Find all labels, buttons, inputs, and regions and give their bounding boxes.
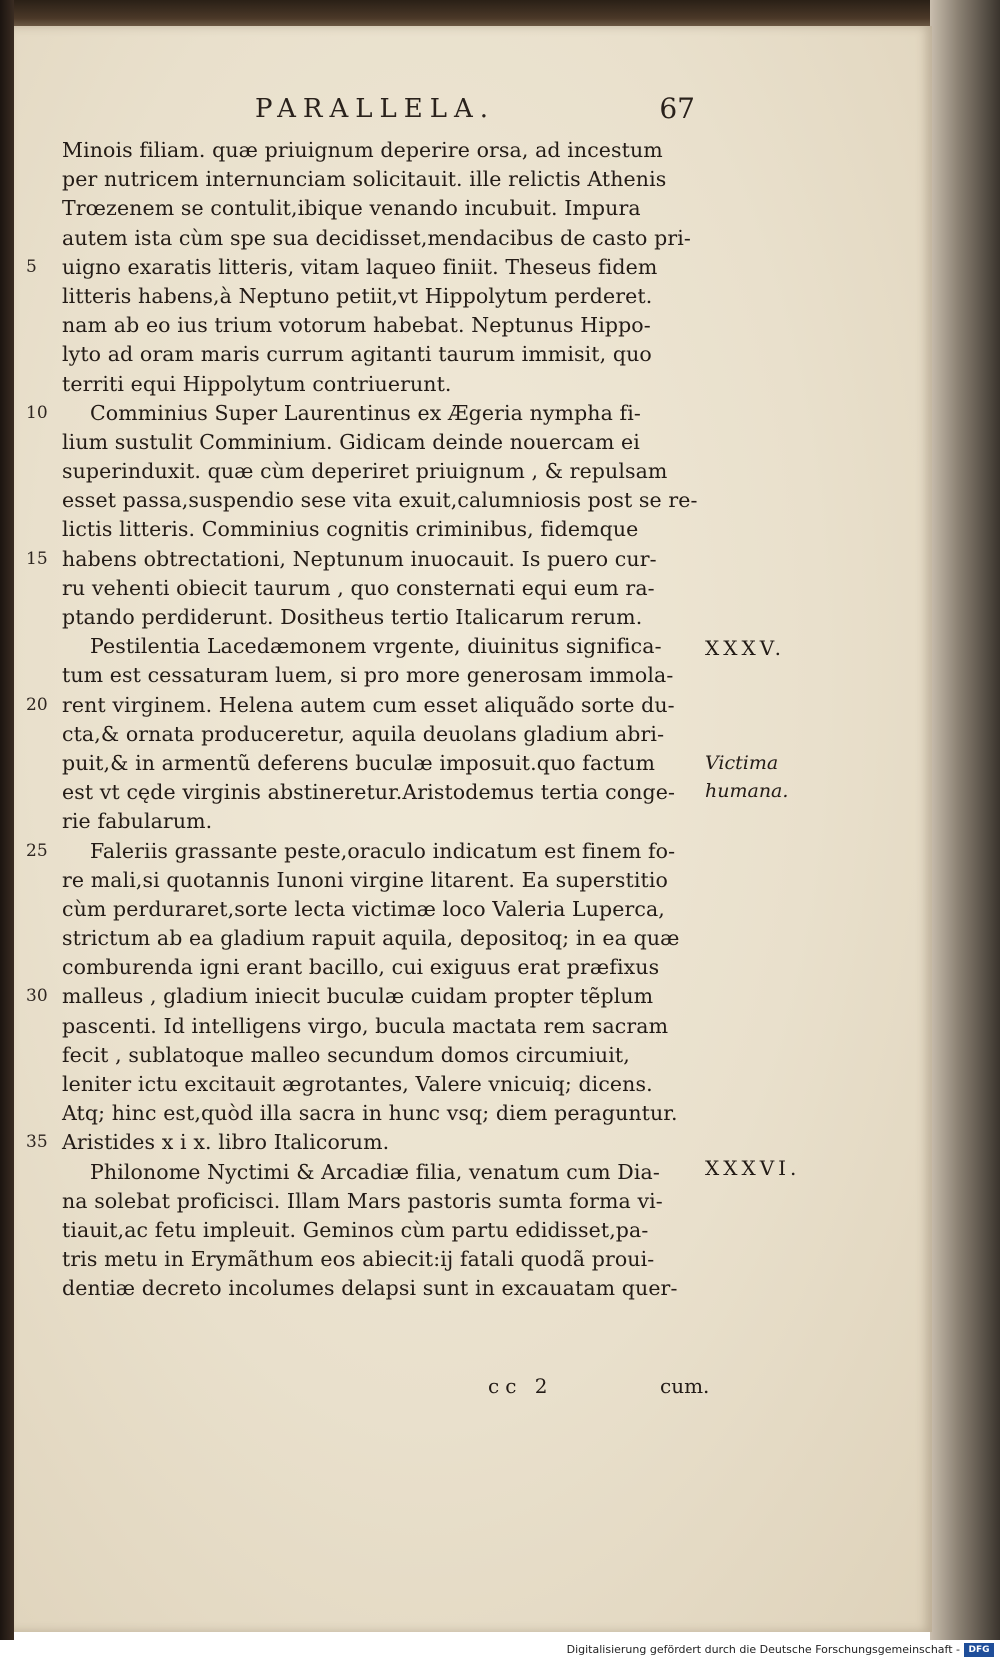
margin-note-humana: humana.	[705, 780, 789, 802]
page-edge-right	[930, 0, 1000, 1640]
line-text: per nutricem internunciam solicitauit. ille relictis Athenis	[62, 167, 667, 192]
text-line	[62, 1099, 722, 1128]
line-text: rent virginem. Helena autem cum esset aliquãdo sorte du-	[62, 692, 675, 717]
dfg-logo: DFG	[964, 1643, 994, 1657]
text-line	[62, 1245, 722, 1274]
line-text: lictis litteris. Comminius cognitis criminibus, fidemque	[62, 517, 639, 542]
text-line	[62, 311, 722, 340]
line-number: 15	[26, 548, 48, 569]
line-text: Comminius Super Laurentinus ex Ægeria nympha fi-	[90, 400, 641, 425]
line-text: lium sustulit Comminium. Gidicam deinde nouercam ei	[62, 429, 640, 454]
line-text: superinduxit. quæ cùm deperiret priuignum , & repulsam	[62, 459, 668, 484]
text-block	[26, 136, 722, 1304]
line-text: tum est cessaturam luem, si pro more generosam immola-	[62, 663, 674, 688]
text-line	[62, 603, 722, 632]
margin-note-victima: Victima	[705, 752, 779, 774]
text-line	[62, 778, 722, 807]
line-text: tiauit,ac fetu impleuit. Geminos cùm partu edidisset,pa-	[62, 1217, 649, 1242]
footer-credit: Digitalisierung gefördert durch die Deutsche Forschungsgemeinschaft -	[566, 1643, 960, 1656]
text-line	[26, 982, 722, 1011]
line-text: Trœzenem se contulit,ibique venando incubuit. Impura	[62, 196, 641, 221]
text-line	[62, 165, 722, 194]
text-line	[62, 1274, 722, 1303]
line-number: 30	[26, 986, 48, 1007]
text-line	[62, 515, 722, 544]
line-text: Philonome Nyctimi & Arcadiæ filia, venatum cum Dia-	[90, 1159, 660, 1184]
page-edge-left	[0, 0, 14, 1640]
text-line	[62, 194, 722, 223]
line-text: strictum ab ea gladium rapuit aquila, depositoq; in ea quæ	[62, 926, 680, 951]
text-line	[62, 1012, 722, 1041]
line-number: 5	[26, 256, 37, 277]
text-line	[62, 574, 722, 603]
line-text: cta,& ornata produceretur, aquila deuolans gladium abri-	[62, 721, 665, 746]
text-line	[62, 486, 722, 515]
text-line	[62, 866, 722, 895]
line-text: est vt cęde virginis abstineretur.Aristodemus tertia conge-	[62, 780, 675, 805]
line-text: dentiæ decreto incolumes delapsi sunt in excauatam quer-	[62, 1276, 678, 1301]
text-line	[62, 1041, 722, 1070]
text-line	[26, 545, 722, 574]
line-text: tris metu in Erymãthum eos abiecit:ij fatali quodã proui-	[62, 1247, 655, 1272]
line-text: territi equi Hippolytum contriuerunt.	[62, 371, 452, 396]
text-line	[62, 632, 722, 661]
text-line	[62, 661, 722, 690]
line-text: Aristides x i x. libro Italicorum.	[62, 1130, 390, 1155]
text-line	[62, 807, 722, 836]
line-text: na solebat proficisci. Illam Mars pastoris sumta forma vi-	[62, 1188, 663, 1213]
text-line	[62, 720, 722, 749]
line-text: puit,& in armentũ deferens buculæ imposuit.quo factum	[62, 750, 656, 775]
line-text: ptando perdiderunt. Dositheus tertio Italicarum rerum.	[62, 605, 643, 629]
folio-number: 67	[659, 92, 695, 125]
line-text: malleus , gladium iniecit buculæ cuidam propter tẽplum	[62, 984, 654, 1009]
line-text: Pestilentia Lacedæmonem vrgente, diuinitus significa-	[90, 634, 662, 659]
margin-note-xxxv: XXXV.	[705, 636, 786, 660]
line-text: Faleriis grassante peste,oraculo indicatum est finem fo-	[90, 838, 676, 863]
text-line	[62, 282, 722, 311]
line-text: uigno exaratis litteris, vitam laqueo finiit. Theseus fidem	[62, 254, 658, 279]
line-number: 25	[26, 840, 48, 861]
text-line	[62, 428, 722, 457]
text-line	[62, 1187, 722, 1216]
line-text: litteris habens,à Neptuno petiit,vt Hippolytum perderet.	[62, 283, 653, 308]
line-text: rie fabularum.	[62, 809, 213, 834]
text-line	[26, 1128, 722, 1157]
text-line	[62, 1070, 722, 1099]
text-line	[62, 1158, 722, 1187]
text-line	[26, 399, 722, 428]
line-text: lyto ad oram maris currum agitanti taurum immisit, quo	[62, 342, 652, 367]
line-text: comburenda igni erant bacillo, cui exiguus erat præfixus	[62, 955, 660, 980]
line-text: nam ab eo ius trium votorum habebat. Neptunus Hippo-	[62, 313, 651, 338]
line-text: Atq; hinc est,quòd illa sacra in hunc vsq; diem peraguntur.	[62, 1101, 678, 1126]
text-line	[62, 924, 722, 953]
text-line	[62, 1216, 722, 1245]
text-line	[62, 340, 722, 369]
line-text: fecit , sublatoque malleo secundum domos circumiuit,	[62, 1042, 630, 1067]
page-edge-top	[0, 0, 1000, 26]
margin-note-xxxvi: XXXVI.	[705, 1156, 801, 1180]
catchword: cum.	[660, 1374, 710, 1398]
running-title: PARALLELA.	[255, 94, 496, 124]
text-line	[26, 837, 722, 866]
line-text: Minois filiam. quæ priuignum deperire orsa, ad incestum	[62, 138, 663, 162]
line-text: ru vehenti obiecit taurum , quo consternati equi eum ra-	[62, 575, 655, 600]
digitization-footer	[0, 1640, 1000, 1661]
line-number: 35	[26, 1132, 48, 1153]
text-line	[62, 136, 722, 165]
line-text: habens obtrectationi, Neptunum inuocauit. Is puero cur-	[62, 546, 657, 571]
line-text: re mali,si quotannis Iunoni virgine litarent. Ea superstitio	[62, 867, 668, 892]
text-line	[62, 370, 722, 399]
running-head	[255, 94, 695, 134]
line-text: autem ista cùm spe sua decidisset,mendacibus de casto pri-	[62, 225, 691, 250]
line-text: cùm perduraret,sorte lecta victimæ loco Valeria Luperca,	[62, 896, 665, 921]
signature-mark: cc 2	[488, 1374, 554, 1398]
text-line	[62, 749, 722, 778]
line-number: 10	[26, 402, 48, 423]
text-line	[62, 953, 722, 982]
text-line	[62, 457, 722, 486]
line-text: pascenti. Id intelligens virgo, bucula mactata rem sacram	[62, 1013, 669, 1038]
line-number: 20	[26, 694, 48, 715]
text-line	[62, 224, 722, 253]
text-line	[62, 895, 722, 924]
line-text: esset passa,suspendio sese vita exuit,calumniosis post se re-	[62, 488, 698, 513]
text-line	[26, 691, 722, 720]
line-text: leniter ictu excitauit ægrotantes, Valere vnicuiq; dicens.	[62, 1072, 653, 1096]
text-line	[26, 253, 722, 282]
